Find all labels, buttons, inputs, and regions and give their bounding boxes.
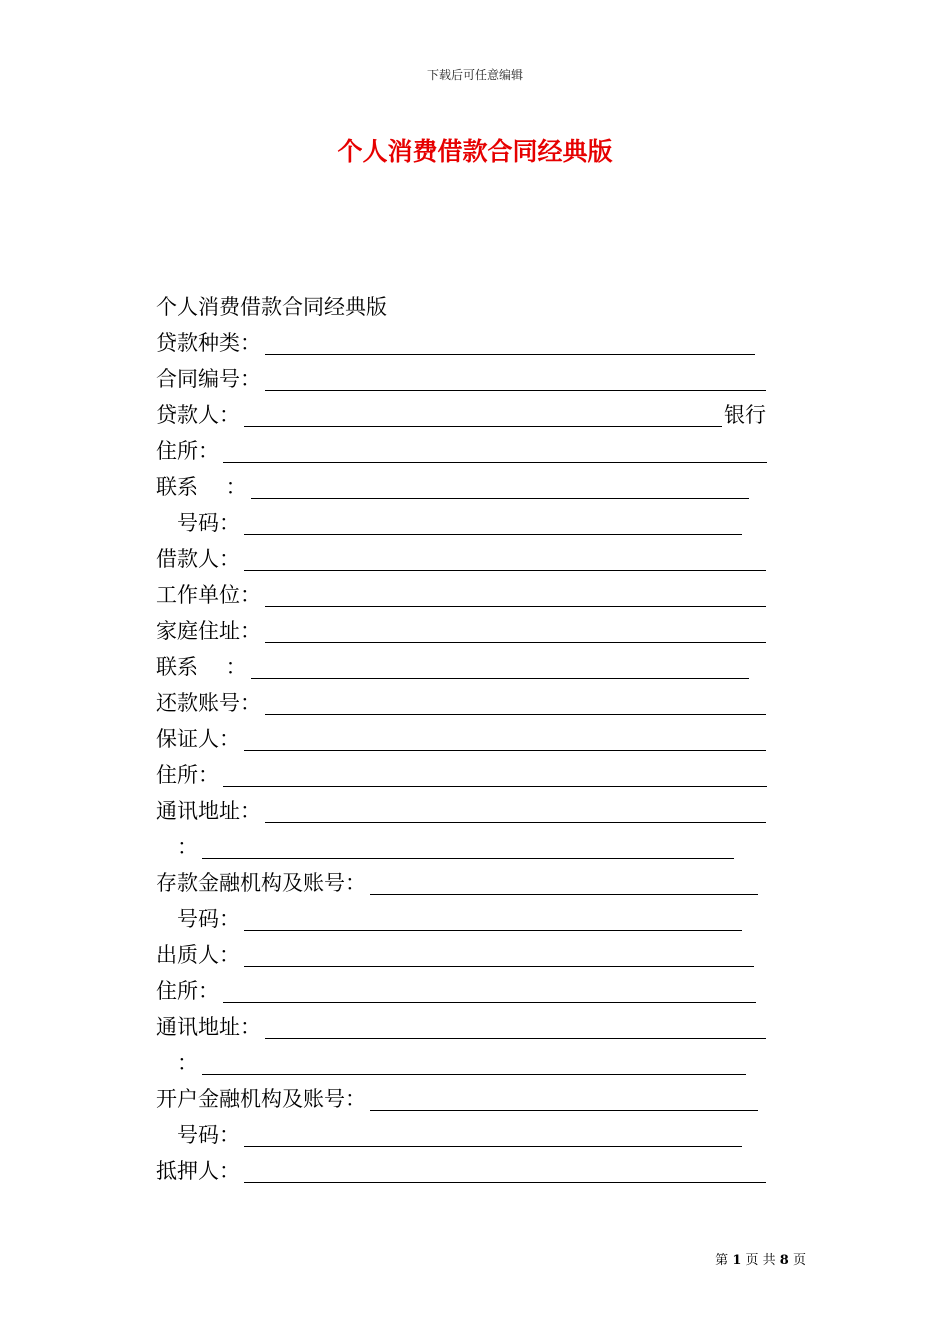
- field-blank[interactable]: [265, 584, 766, 607]
- field-label: 号码：: [156, 511, 240, 535]
- field-label: 还款账号：: [156, 691, 261, 715]
- field-borrower-contact: [156, 652, 749, 682]
- field-guarantor: [156, 724, 766, 754]
- total-pages: 8: [779, 1253, 789, 1268]
- field-label: 号码：: [156, 1123, 240, 1147]
- field-borrower: [156, 544, 766, 574]
- field-label: 出质人：: [156, 943, 240, 967]
- current-page: 1: [732, 1253, 742, 1268]
- field-label: 住所：: [156, 979, 219, 1003]
- field-label: 贷款人：: [156, 403, 240, 427]
- field-lender-number: [156, 508, 742, 538]
- field-label: 借款人：: [156, 547, 240, 571]
- field-blank[interactable]: [244, 404, 722, 427]
- field-loan-type: [156, 328, 755, 358]
- document-subtitle: 个人消费借款合同经典版: [156, 295, 387, 319]
- field-blank[interactable]: [265, 692, 766, 715]
- field-blank[interactable]: [244, 944, 754, 967]
- field-pledgor: [156, 940, 754, 970]
- field-blank[interactable]: [202, 1052, 746, 1075]
- field-label: 贷款种类：: [156, 331, 261, 355]
- field-label: 家庭住址：: [156, 619, 261, 643]
- field-label: 工作单位：: [156, 583, 261, 607]
- field-label: 抵押人：: [156, 1159, 240, 1183]
- field-lender-contact: [156, 472, 749, 502]
- page-suffix: 页: [792, 1253, 806, 1268]
- field-work-unit: [156, 580, 766, 610]
- field-label: 联系 ：: [156, 475, 247, 499]
- field-blank[interactable]: [244, 908, 742, 931]
- field-blank[interactable]: [223, 440, 767, 463]
- field-label: 号码：: [156, 907, 240, 931]
- field-deposit-number: [156, 904, 742, 934]
- field-label: 存款金融机构及账号：: [156, 871, 366, 895]
- field-label: ：: [156, 1051, 198, 1075]
- field-label: 开户金融机构及账号：: [156, 1087, 366, 1111]
- field-label: 合同编号：: [156, 367, 261, 391]
- field-blank[interactable]: [223, 764, 767, 787]
- field-blank[interactable]: [265, 368, 766, 391]
- field-opening-number: [156, 1120, 742, 1150]
- field-label: 联系 ：: [156, 655, 247, 679]
- field-opening-institution-account: [156, 1084, 758, 1114]
- field-blank[interactable]: [251, 656, 749, 679]
- field-label: 住所：: [156, 439, 219, 463]
- field-blank[interactable]: [265, 800, 766, 823]
- page-header-note: 下载后可任意编辑: [426, 68, 523, 82]
- field-blank[interactable]: [370, 1088, 758, 1111]
- page-number: [715, 1249, 806, 1268]
- field-guarantor-address: [156, 760, 767, 790]
- field-blank[interactable]: [370, 872, 758, 895]
- field-label: 住所：: [156, 763, 219, 787]
- page-prefix: 第: [715, 1253, 729, 1268]
- field-suffix-bank: 银行: [724, 403, 766, 427]
- field-contract-number: [156, 364, 766, 394]
- field-blank[interactable]: [251, 476, 749, 499]
- field-label: 通讯地址：: [156, 1015, 261, 1039]
- field-label: 保证人：: [156, 727, 240, 751]
- field-blank[interactable]: [223, 980, 756, 1003]
- page-middle: 页 共: [745, 1253, 776, 1268]
- field-home-address: [156, 616, 766, 646]
- field-blank[interactable]: [265, 1016, 766, 1039]
- field-blank[interactable]: [244, 1160, 766, 1183]
- field-repayment-account: [156, 688, 766, 718]
- field-label: 通讯地址：: [156, 799, 261, 823]
- field-lender-address: [156, 436, 767, 466]
- field-blank[interactable]: [265, 620, 766, 643]
- field-lender: [156, 400, 766, 430]
- field-pledgor-address: [156, 976, 756, 1006]
- field-blank[interactable]: [265, 332, 755, 355]
- field-blank[interactable]: [244, 548, 766, 571]
- field-mortgagor: [156, 1156, 766, 1186]
- document-title: 个人消费借款合同经典版: [337, 137, 613, 166]
- field-blank[interactable]: [244, 1124, 742, 1147]
- field-pledgor-mailing-address: [156, 1012, 766, 1042]
- field-blank[interactable]: [202, 836, 734, 859]
- field-guarantor-extra: [156, 832, 734, 862]
- field-guarantor-mailing-address: [156, 796, 766, 826]
- field-label: ：: [156, 835, 198, 859]
- field-blank[interactable]: [244, 728, 766, 751]
- field-deposit-institution-account: [156, 868, 758, 898]
- field-pledgor-extra: [156, 1048, 746, 1078]
- field-blank[interactable]: [244, 512, 742, 535]
